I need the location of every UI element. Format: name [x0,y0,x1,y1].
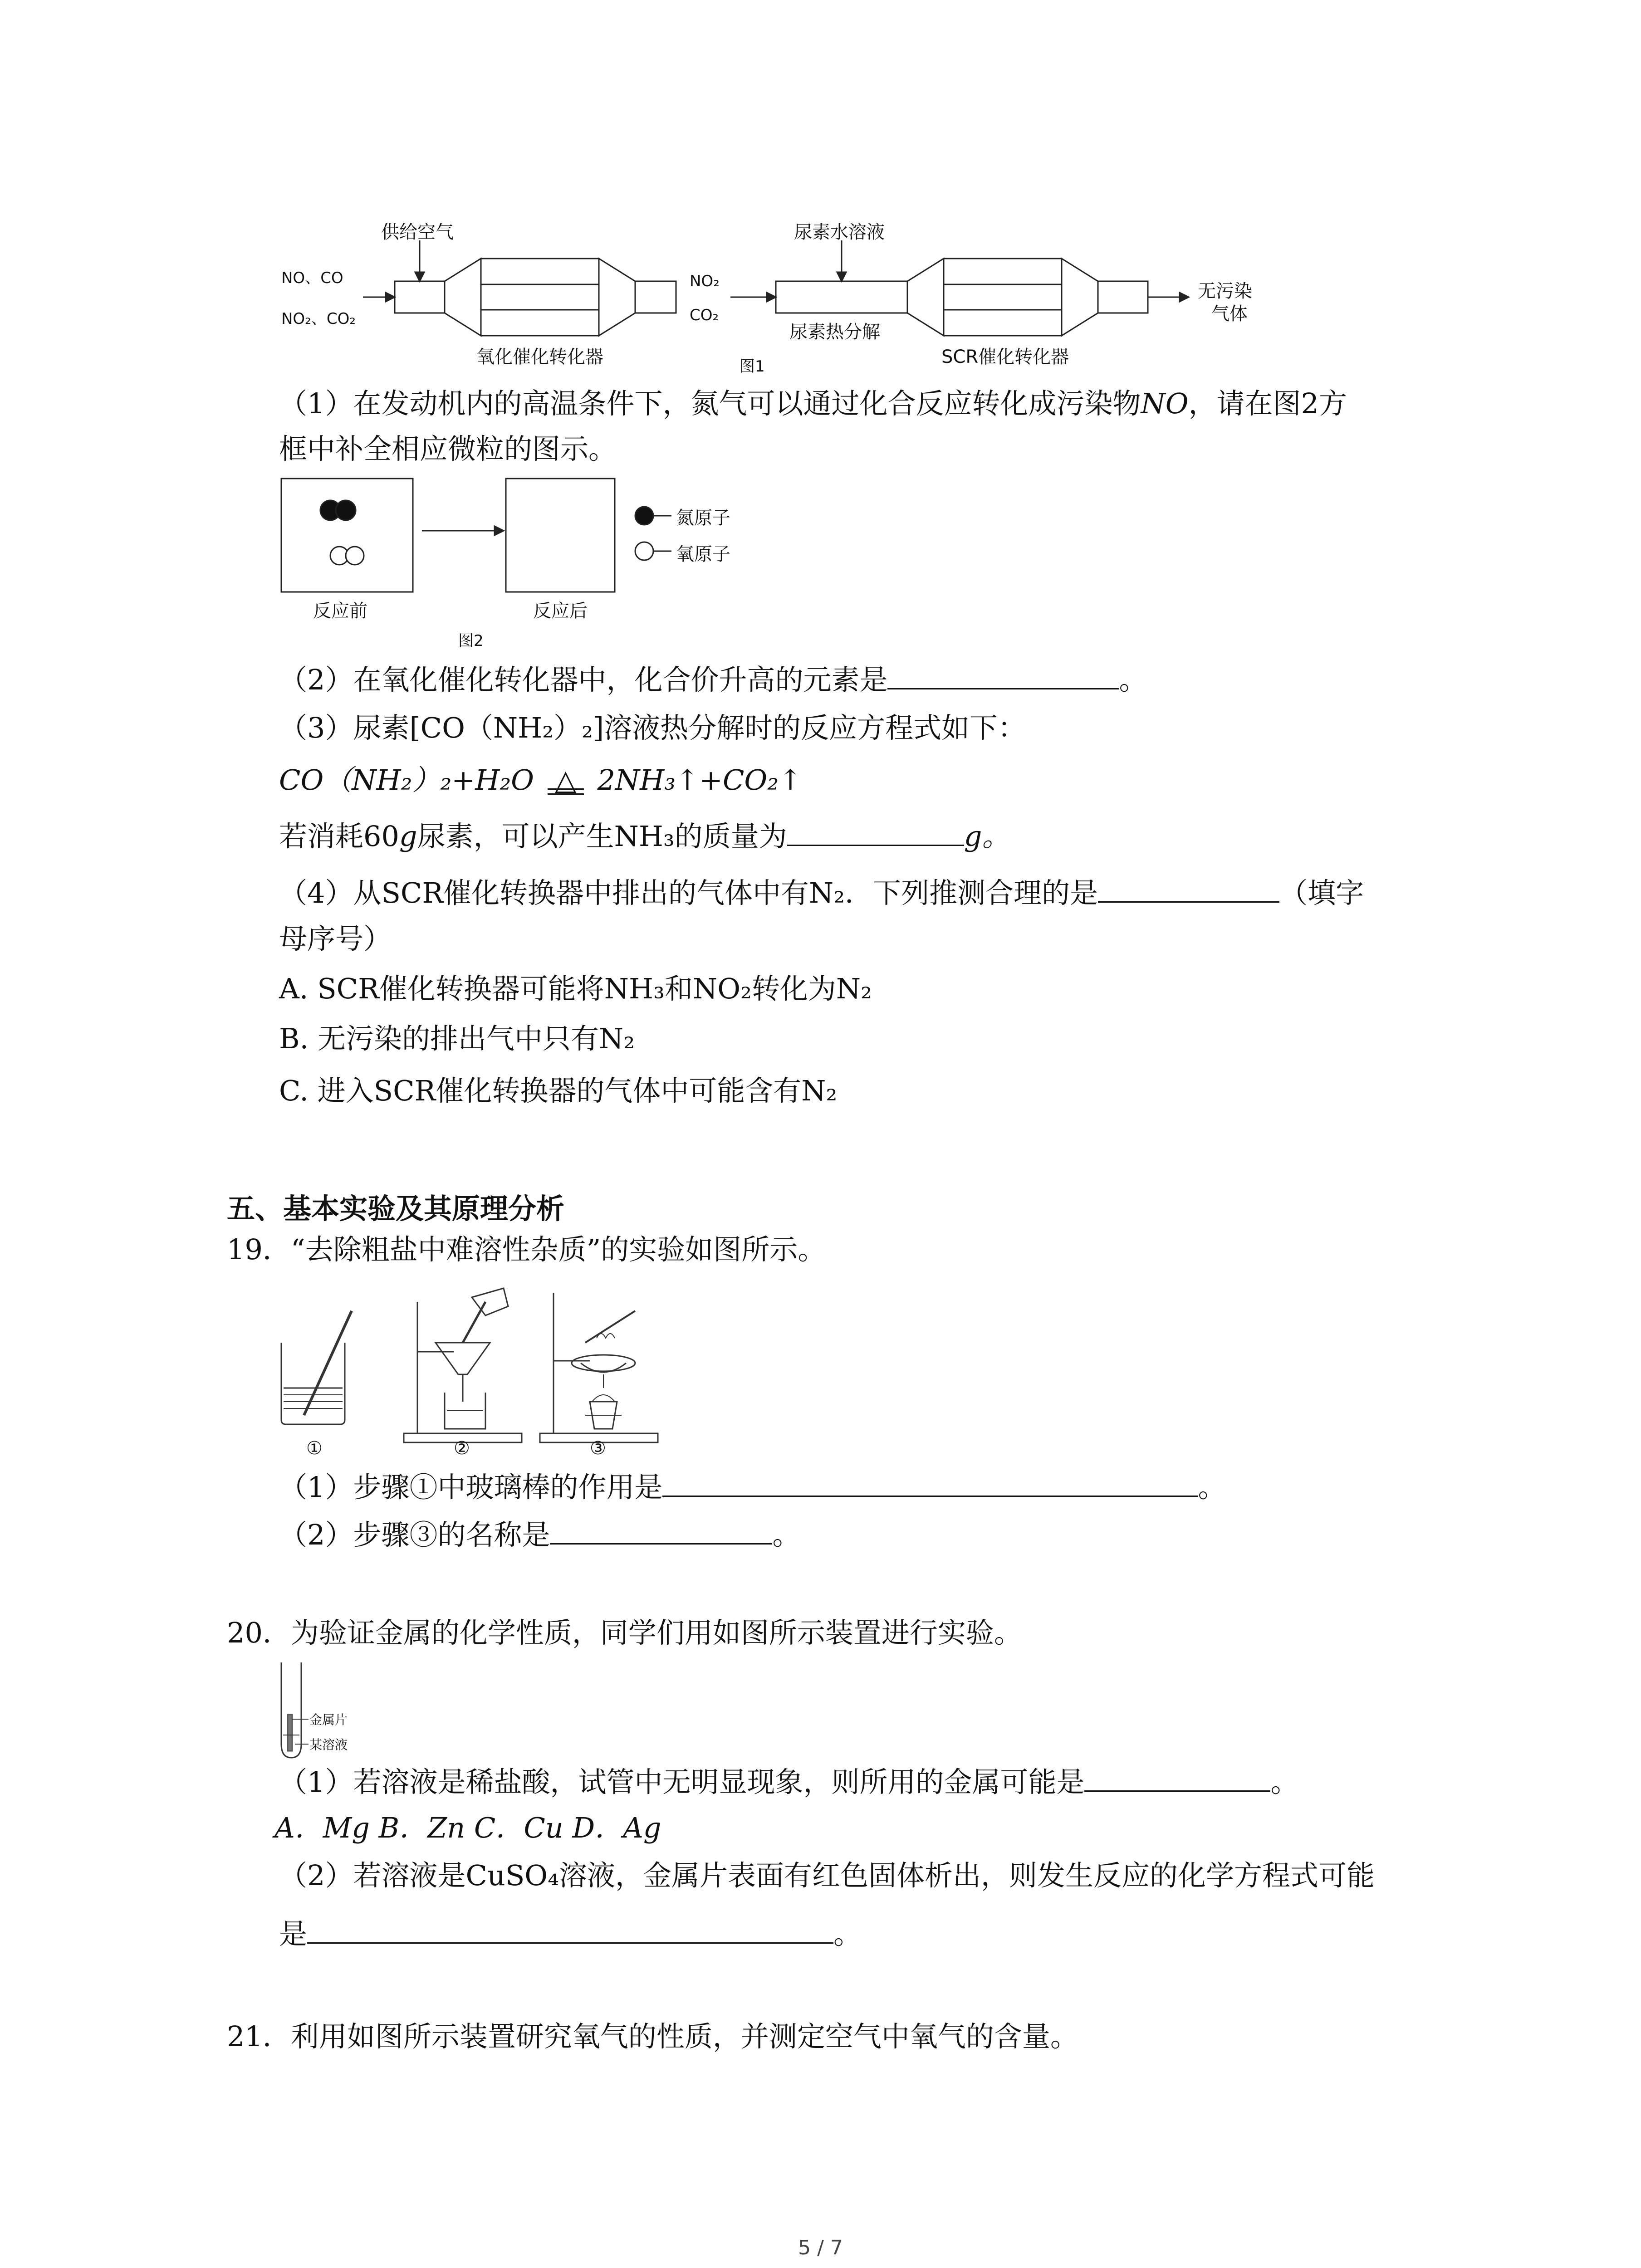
after-box [506,479,615,592]
fig1-supply-air-label: 供给空气 [381,222,454,243]
section-5-title: 五、基本实验及其原理分析 [227,1192,565,1225]
fig1-input-gas-2: NO₂、CO₂ [281,310,356,328]
q20-part1-end: 。 [1270,1765,1299,1799]
q19-part2-blank[interactable] [550,1515,772,1545]
q20-options: A．Mg B．Zn C．Cu D．Ag [274,1811,661,1844]
q20-test-tube-figure [277,1660,413,1760]
q18-part3b-text-a: 若消耗60 [279,820,399,853]
q20-solution-label: 某溶液 [309,1737,348,1752]
q18-part3b-text-c: 尿素，可以产生NH₃的质量为 [417,820,787,853]
q18-part2-blank[interactable] [887,660,1119,689]
q19-part1-blank[interactable] [662,1467,1198,1497]
beaker-1 [281,1343,345,1424]
equation-heat-symbol: △ [554,763,577,797]
q18-part4-blank[interactable] [1098,873,1279,903]
q18-option-a: A. SCR催化转换器可能将NH₃和NO₂转化为N₂ [279,972,872,1005]
q18-part3-blank[interactable] [787,816,964,846]
q19-step-2-label: ② [454,1438,470,1459]
q18-option-b: B. 无污染的排出气中只有N₂ [279,1022,635,1055]
q18-part2-end: 。 [1119,663,1147,696]
q18-part3: （3）尿素[CO（NH₂）₂]溶液热分解时的反应方程式如下： [279,711,1026,744]
fig1-scr-converter-label: SCR催化转化器 [941,347,1069,367]
q20-part2-blank[interactable] [307,1914,833,1944]
q19-stem: 19．“去除粗盐中难溶性杂质”的实验如图所示。 [227,1233,826,1266]
q18-part1-text-c: ，请在图2方 [1188,387,1347,420]
q18-equation [279,762,802,798]
metal-strip [288,1715,292,1751]
q18-part1-formula: NO [1141,387,1189,420]
before-box [281,479,413,592]
page-number: 5 / 7 [798,2236,843,2259]
equation-right: 2NH₃↑+CO₂↑ [597,763,803,797]
q19-part2 [279,1515,800,1553]
q20-stem: 20．为验证金属的化学性质，同学们用如图所示装置进行实验。 [227,1616,1022,1649]
fig1-mid-gas-2: CO₂ [690,306,719,324]
q19-part1-end: 。 [1198,1471,1226,1504]
q19-apparatus-figure [272,1284,681,1465]
q20-part2-line2 [279,1914,862,1952]
fig1-output-gas-2: 气体 [1211,303,1248,324]
figure-2-drawing [277,474,821,655]
fig1-output-gas-1: 无污染 [1198,281,1252,302]
fig1-oxidation-converter-label: 氧化催化转化器 [476,347,603,367]
q18-part1-line1 [279,386,1347,422]
fig2-caption: 图2 [458,632,484,650]
q18-part4-line2: 母序号） [279,922,392,955]
q18-part1-text-a: （1）在发动机内的高温条件下，氮气可以通过化合反应转化成污染物 [279,387,1141,420]
q20-part1-text: （1）若溶液是稀盐酸，试管中无明显现象，则所用的金属可能是 [279,1765,1085,1799]
q20-part1-blank[interactable] [1084,1762,1270,1792]
fig1-caption: 图1 [740,357,765,376]
fig2-legend-oxygen: 氧原子 [676,544,730,565]
equation-left: CO（NH₂）₂+H₂O [279,763,534,797]
fig2-before-label: 反应前 [313,601,367,621]
q18-part2 [279,660,1147,698]
equation-condition [543,762,588,798]
fig1-input-gas-1: NO、CO [281,269,343,287]
q19-part2-text: （2）步骤③的名称是 [279,1518,550,1551]
fig2-after-label: 反应后 [533,601,588,621]
q19-part2-end: 。 [772,1518,801,1551]
q18-option-c: C. 进入SCR催化转换器的气体中可能含有N₂ [279,1074,838,1107]
q21-stem: 21．利用如图所示装置研究氧气的性质，并测定空气中氧气的含量。 [227,2020,1078,2053]
q18-part4-text-a: （4）从SCR催化转换器中排出的气体中有N₂．下列推测合理的是 [279,876,1098,909]
legend-oxygen-atom [635,542,653,560]
figure-1-exhaust-system [272,213,1316,381]
q20-part2b-end: 。 [833,1917,862,1950]
q18-part2-text: （2）在氧化催化转化器中，化合价升高的元素是 [279,663,888,696]
q18-part4-text-b: （填字 [1279,876,1364,909]
fig1-urea-decomposition-label: 尿素热分解 [789,322,880,342]
q18-part3b-unit-g: g [399,820,417,853]
fig2-legend-nitrogen: 氮原子 [676,508,730,528]
q20-part2-line1: （2）若溶液是CuSO₄溶液，金属片表面有红色固体析出，则发生反应的化学方程式可能 [279,1859,1375,1892]
q19-part1-text: （1）步骤①中玻璃棒的作用是 [279,1471,663,1504]
nitrogen-atom-2 [336,500,356,520]
q20-part1 [279,1762,1298,1800]
legend-nitrogen-atom [635,507,653,525]
oxygen-atom-2 [346,547,364,565]
q19-apparatus-drawing [272,1284,681,1465]
fig1-mid-gas-1: NO₂ [690,272,720,290]
q19-part1 [279,1467,1226,1505]
q18-part3b-unit: g。 [964,820,1010,853]
q18-part3-question [279,816,1010,855]
figure-2-particles [277,474,821,655]
q18-part4-line1 [279,873,1364,911]
q20-part2b-text: 是 [279,1917,308,1950]
q20-metal-label: 金属片 [309,1712,348,1727]
q19-step-3-label: ③ [590,1438,606,1459]
q18-part1-line2: 框中补全相应微粒的图示。 [279,432,617,465]
fig1-urea-solution-label: 尿素水溶液 [794,222,885,243]
q19-step-1-label: ① [306,1438,323,1459]
